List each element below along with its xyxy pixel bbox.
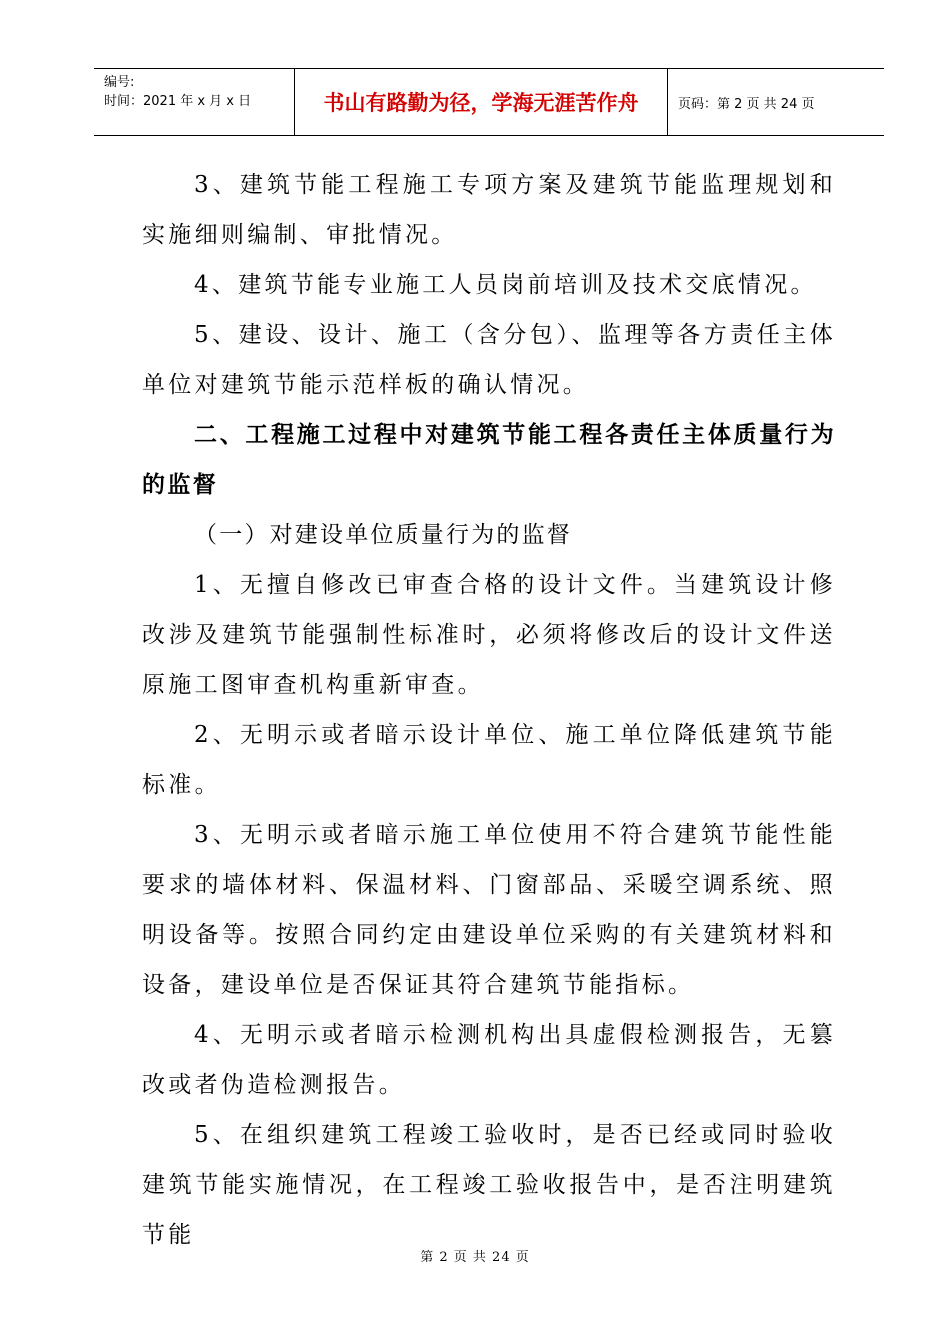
number-label: 编号: [104,75,135,90]
paragraph: 2、无明示或者暗示设计单位、施工单位降低建筑节能标准。 [142,722,836,798]
document-body [142,160,836,1260]
page-header [94,68,884,136]
paragraph: 5、在组织建筑工程竣工验收时，是否已经或同时验收建筑节能实施情况，在工程竣工验收报告中，是否注明建筑节能 [142,1122,836,1248]
paragraph: 4、建筑节能专业施工人员岗前培训及技术交底情况。 [194,272,817,298]
paragraph: 4、无明示或者暗示检测机构出具虚假检测报告，无篡改或者伪造检测报告。 [142,1022,836,1098]
header-meta-cell [94,69,295,135]
subsection-heading: （一）对建设单位质量行为的监督 [194,522,572,548]
page-footer [0,1246,950,1265]
paragraph: 3、建筑节能工程施工专项方案及建筑节能监理规划和实施细则编制、审批情况。 [142,172,836,248]
paragraph: 1、无擅自修改已审查合格的设计文件。当建筑设计修改涉及建筑节能强制性标准时，必须将修改后的设计文件送原施工图审查机构重新审查。 [142,572,836,698]
page-info: 页码：第 2 页 共 24 页 [678,96,815,112]
footer-page-number: 第 2 页 共 24 页 [420,1250,530,1265]
header-motto-cell [295,69,668,135]
time-label: 时间：2021 年 x 月 x 日 [104,94,252,109]
paragraph: 3、无明示或者暗示施工单位使用不符合建筑节能性能要求的墙体材料、保温材料、门窗部品、采暖空调系统、照明设备等。按照合同约定由建设单位采购的有关建筑材料和设备，建设单位是否保证其符合建筑节能指标。 [142,822,836,998]
motto-text: 书山有路勤为径，学海无涯苦作舟 [323,91,639,115]
header-page-cell [668,69,884,135]
section-heading: 二、工程施工过程中对建筑节能工程各责任主体质量行为的监督 [142,421,836,498]
paragraph: 5、建设、设计、施工（含分包）、监理等各方责任主体单位对建筑节能示范样板的确认情况。 [142,322,836,398]
